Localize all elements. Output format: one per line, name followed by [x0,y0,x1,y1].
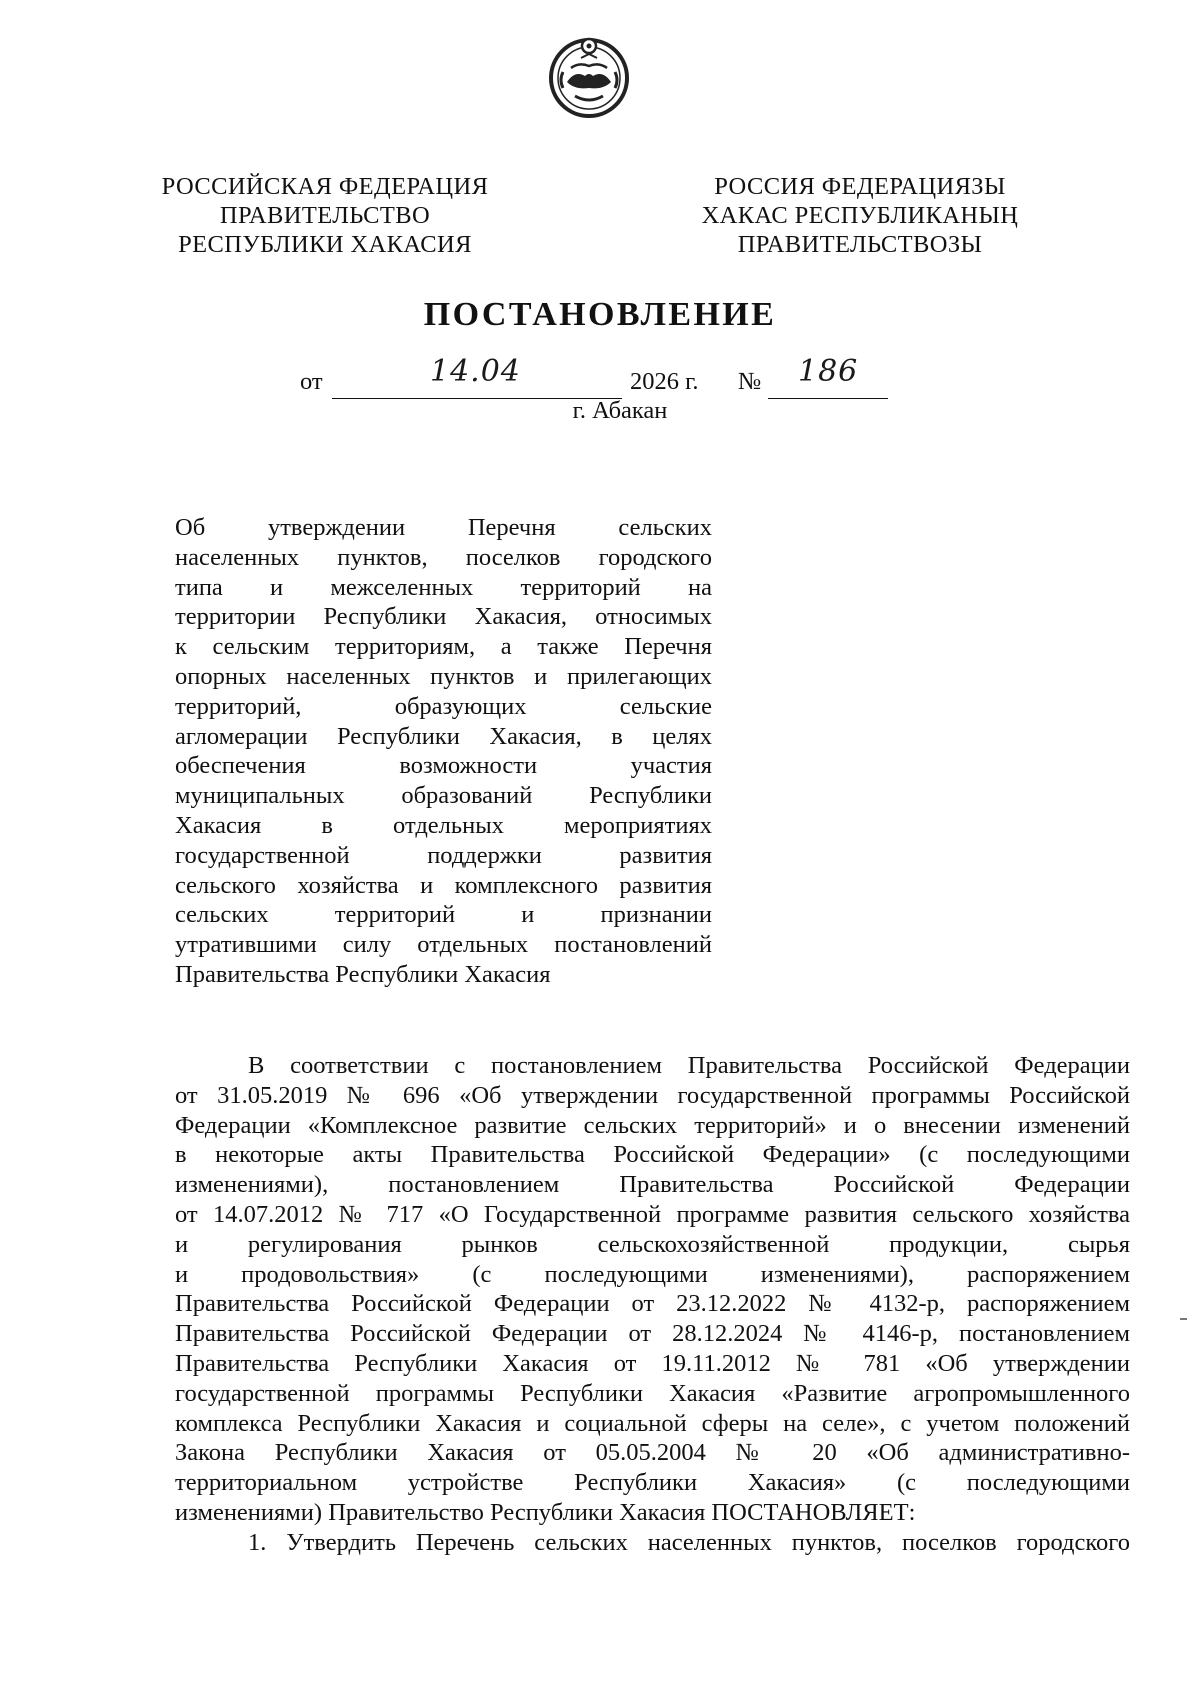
body-line: Правительства Российской Федерации от 23.12.2022 № 4132-р, распоряжением [175,1290,1130,1318]
body-line: 1. Утвердить Перечень сельских населенных пунктов, поселков городского [248,1528,1130,1556]
header-right-line-2: ХАКАС РЕСПУБЛИКАНЫҢ [701,202,1019,229]
header-left-line-3: РЕСПУБЛИКИ ХАКАСИЯ [178,231,472,258]
body-line: комплекса Республики Хакасия и социальной сферы на селе», с учетом положений [175,1409,1130,1437]
number-sign: № [738,368,762,395]
body-line: государственной программы Республики Хакасия «Развитие агропромышленного [175,1379,1130,1407]
body-line: Правительства Российской Федерации от 28.12.2024 № 4146-р, постановлением [175,1320,1130,1348]
document-type-title: ПОСТАНОВЛЕНИЕ [423,296,777,333]
subject-line: Об утверждении Перечня сельских [175,514,712,541]
subject-line: муниципальных образований Республики [175,782,712,810]
subject-line: агломерации Республики Хакасия, в целях [175,722,712,750]
subject-line: Хакасия в отдельных мероприятиях [175,811,712,839]
body-line: Правительства Республики Хакасия от 19.11.2012 № 781 «Об утверждении [175,1349,1130,1377]
body-line: территориальном устройстве Республики Хакасия» (с последующими [175,1469,1130,1497]
city-label: г. Абакан [572,397,668,424]
subject-block [175,513,712,990]
subject-line: территории Республики Хакасия, относимых [175,603,712,631]
body-line: изменениями), постановлением Правительства Российской Федерации [175,1171,1130,1199]
body-line: Закона Республики Хакасия от 05.05.2004 № 20 «Об административно- [175,1439,1130,1467]
header-right-line-1: РОССИЯ ФЕДЕРАЦИЯЗЫ [714,173,1006,200]
subject-line: сельских территорий и признании [175,901,712,929]
date-number-line [0,354,1200,400]
body-line: от 31.05.2019 № 696 «Об утверждении государственной программы Российской [175,1081,1130,1109]
subject-line: государственной поддержки развития [175,841,712,869]
body-line: и регулирования рынков сельскохозяйственной продукции, сырья [175,1230,1130,1258]
subject-line: утратившими силу отдельных постановлений [175,931,712,959]
year-text: 2026 г. [630,368,699,395]
body-line: В соответствии с постановлением Правительства Российской Федерации [248,1052,1130,1079]
body-line: в некоторые акты Правительства Российской Федерации» (с последующими [175,1141,1130,1169]
body-line: Федерации «Комплексное развитие сельских территорий» и о внесении изменений [175,1111,1130,1139]
header-left-line-2: ПРАВИТЕЛЬСТВО [219,202,431,229]
subject-line: населенных пунктов, поселков городского [175,543,712,571]
subject-line: типа и межселенных территорий на [175,573,712,601]
header-left-block [160,172,490,259]
subject-line: обеспечения возможности участия [175,752,712,780]
number-handwritten: 186 [798,354,859,389]
subject-line: Правительства Республики Хакасия [175,960,551,988]
header-left-line-1: РОССИЙСКАЯ ФЕДЕРАЦИЯ [161,173,489,200]
body-line: изменениями) Правительство Республики Хакасия ПОСТАНОВЛЯЕТ: [175,1498,916,1526]
subject-line: опорных населенных пунктов и прилегающих [175,662,712,690]
header-right-block [690,172,1030,259]
subject-line: сельского хозяйства и комплексного развития [175,871,712,899]
header-right-line-3: ПРАВИТЕЛЬСТВОЗЫ [737,231,983,258]
body-text [175,1051,1130,1558]
body-line: и продовольствия» (с последующими изменениями), распоряжением [175,1260,1130,1288]
scan-mark [1180,1318,1187,1320]
coat-of-arms-icon [545,32,633,120]
date-handwritten: 14.04 [430,354,521,389]
subject-line: территорий, образующих сельские [175,692,712,720]
subject-line: к сельским территориям, а также Перечня [175,633,712,661]
body-line: от 14.07.2012 № 717 «О Государственной программе развития сельского хозяйства [175,1200,1130,1228]
date-prefix: от [300,368,323,395]
